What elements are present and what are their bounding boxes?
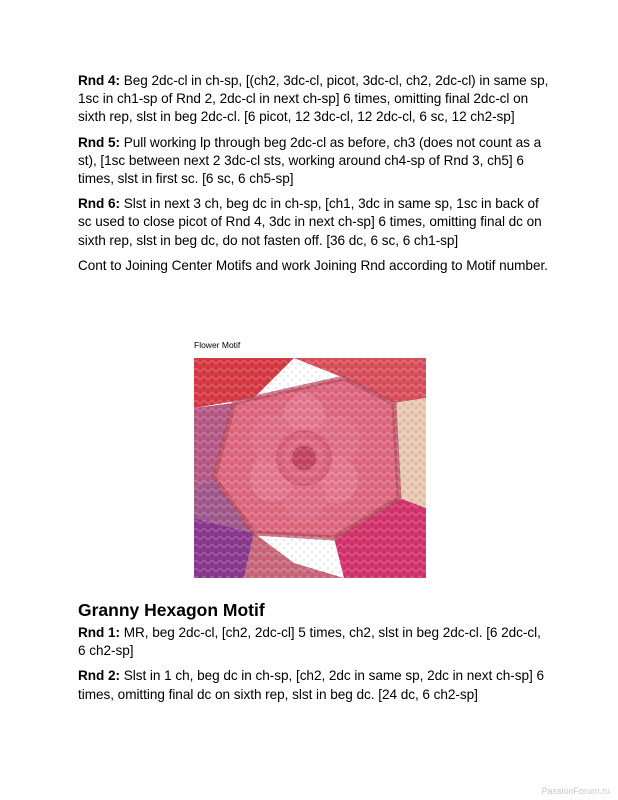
- round-2-paragraph: [78, 667, 552, 703]
- continue-paragraph: [78, 257, 552, 275]
- pattern-rounds-bottom: [78, 624, 552, 711]
- round-label: Rnd 6:: [78, 196, 120, 212]
- round-text: Slst in 1 ch, beg dc in ch-sp, [ch2, 2dc in same sp, 2dc in next ch-sp] 6 times, omitting final dc on sixth rep, slst in beg dc. [24 dc, 6 ch2-sp]: [78, 668, 544, 702]
- round-5-paragraph: [78, 134, 552, 189]
- round-text: MR, beg 2dc-cl, [ch2, 2dc-cl] 5 times, ch2, slst in beg 2dc-cl. [6 2dc-cl, 6 ch2-sp]: [78, 625, 541, 659]
- round-1-paragraph: [78, 624, 552, 660]
- round-text: Cont to Joining Center Motifs and work Joining Rnd according to Motif number.: [78, 257, 548, 273]
- figure-caption: Flower Motif: [194, 340, 241, 350]
- round-text: Slst in next 3 ch, beg dc in ch-sp, [ch1, 3dc in same sp, 1sc in back of sc used to close picot of Rnd 4, 3dc in next ch-sp] 6 times, omitting final dc on sixth rep, slst in beg dc, do not fasten off. [36 dc, 6 sc, 6 ch1-sp]: [78, 196, 542, 248]
- round-label: Rnd 4:: [78, 73, 120, 88]
- flower-motif-photo: [194, 358, 426, 578]
- watermark: PassionForum.ru: [541, 786, 610, 796]
- round-text: Beg 2dc-cl in ch-sp, [(ch2, 3dc-cl, picot, 3dc-cl, ch2, 2dc-cl) in same sp, 1sc in ch1-sp of Rnd 2, 2dc-cl in next ch-sp] 6 times, omitting final 2dc-cl on sixth rep, slst in beg 2dc-cl. [6 picot, 12 3dc-cl, 12 2dc-cl, 6 sc, 12 ch2-sp]: [78, 73, 549, 125]
- round-label: Rnd 2:: [78, 668, 120, 684]
- round-label: Rnd 1:: [78, 625, 120, 640]
- round-4-paragraph: [78, 72, 552, 127]
- round-text: Pull working lp through beg 2dc-cl as before, ch3 (does not count as a st), [1sc between next 2 3dc-cl sts, working around ch4-sp of Rnd 3, ch5] 6 times, slst in first sc. [6 sc, 6 ch5-sp]: [78, 134, 542, 187]
- pattern-rounds-top: [78, 72, 552, 282]
- round-label: Rnd 5:: [78, 134, 120, 150]
- round-6-paragraph: [78, 195, 552, 250]
- section-heading: Granny Hexagon Motif: [78, 600, 265, 620]
